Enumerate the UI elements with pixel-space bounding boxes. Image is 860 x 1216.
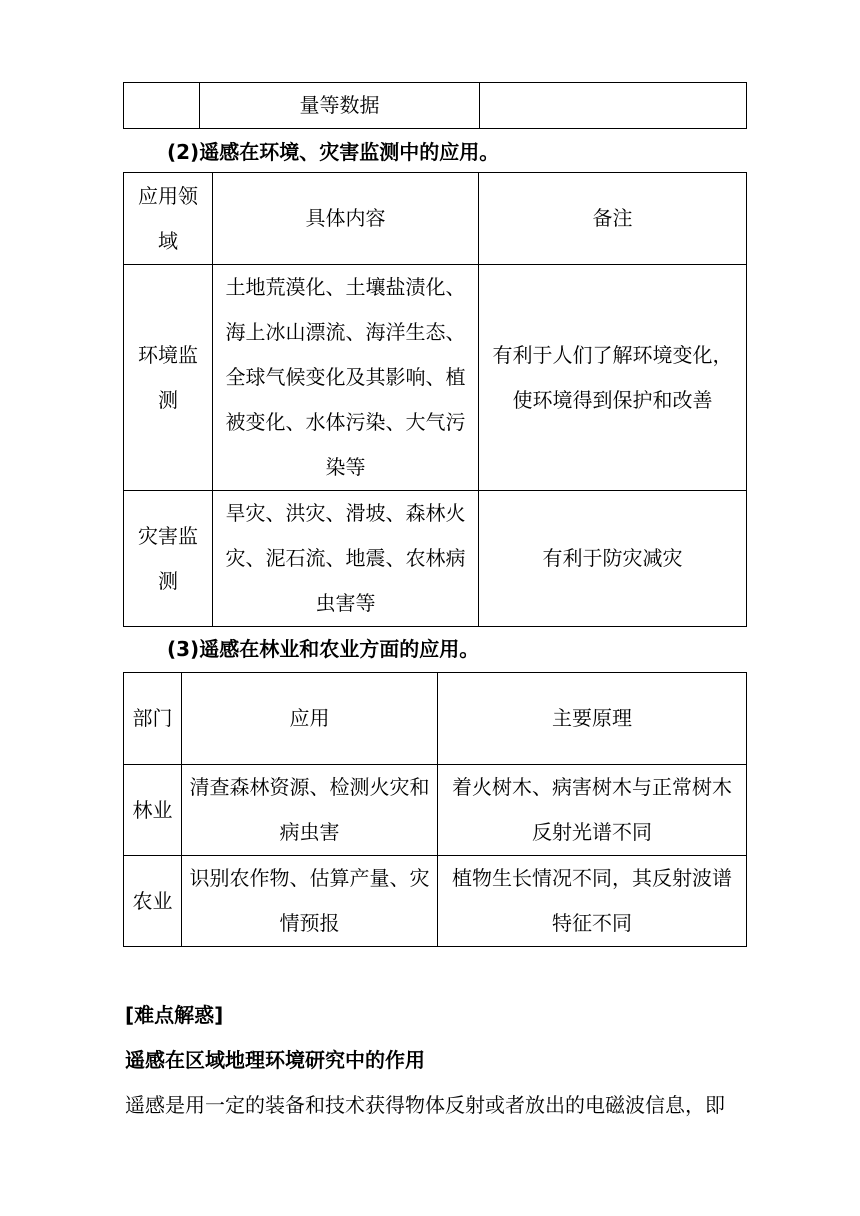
difficulty-title: 遥感在区域地理环境研究中的作用 — [125, 1048, 425, 1072]
difficulty-heading: [难点解惑] — [125, 1003, 224, 1027]
table-cell: 有利于人们了解环境变化，使环境得到保护和改善 — [479, 265, 747, 491]
table-cell: 灾害监测 — [124, 491, 213, 627]
table-cell: 植物生长情况不同，其反射波谱特征不同 — [438, 856, 747, 947]
environment-disaster-table — [123, 172, 747, 627]
section-heading-3: (3)遥感在林业和农业方面的应用。 — [167, 637, 480, 661]
table-cell: 有利于防灾减灾 — [479, 491, 747, 627]
column-header-field: 应用领域 — [124, 173, 213, 265]
table-cell — [124, 83, 200, 129]
table-cell: 着火树木、病害树木与正常树木反射光谱不同 — [438, 765, 747, 856]
table-header-row — [124, 673, 747, 765]
column-header-sector: 部门 — [124, 673, 182, 765]
table-cell: 环境监测 — [124, 265, 213, 491]
table-cell: 量等数据 — [200, 83, 480, 129]
column-header-content: 具体内容 — [213, 173, 479, 265]
column-header-notes: 备注 — [479, 173, 747, 265]
table-cell: 清查森林资源、检测火灾和病虫害 — [182, 765, 438, 856]
table-cell: 林业 — [124, 765, 182, 856]
difficulty-text: 遥感是用一定的装备和技术获得物体反射或者放出的电磁波信息，即 — [125, 1093, 725, 1117]
column-header-principle: 主要原理 — [438, 673, 747, 765]
table-header-row — [124, 173, 747, 265]
table-row — [124, 491, 747, 627]
table-row — [124, 83, 747, 129]
table-row — [124, 265, 747, 491]
forestry-agriculture-table — [123, 672, 747, 947]
table-row — [124, 856, 747, 947]
column-header-application: 应用 — [182, 673, 438, 765]
table-continuation — [123, 82, 747, 129]
table-row — [124, 765, 747, 856]
table-cell: 识别农作物、估算产量、灾情预报 — [182, 856, 438, 947]
table-cell: 旱灾、洪灾、滑坡、森林火灾、泥石流、地震、农林病虫害等 — [213, 491, 479, 627]
table-cell — [480, 83, 747, 129]
section-heading-2: (2)遥感在环境、灾害监测中的应用。 — [167, 140, 500, 164]
table-cell: 土地荒漠化、土壤盐渍化、海上冰山漂流、海洋生态、全球气候变化及其影响、植被变化、水体污染、大气污染等 — [213, 265, 479, 491]
table-cell: 农业 — [124, 856, 182, 947]
